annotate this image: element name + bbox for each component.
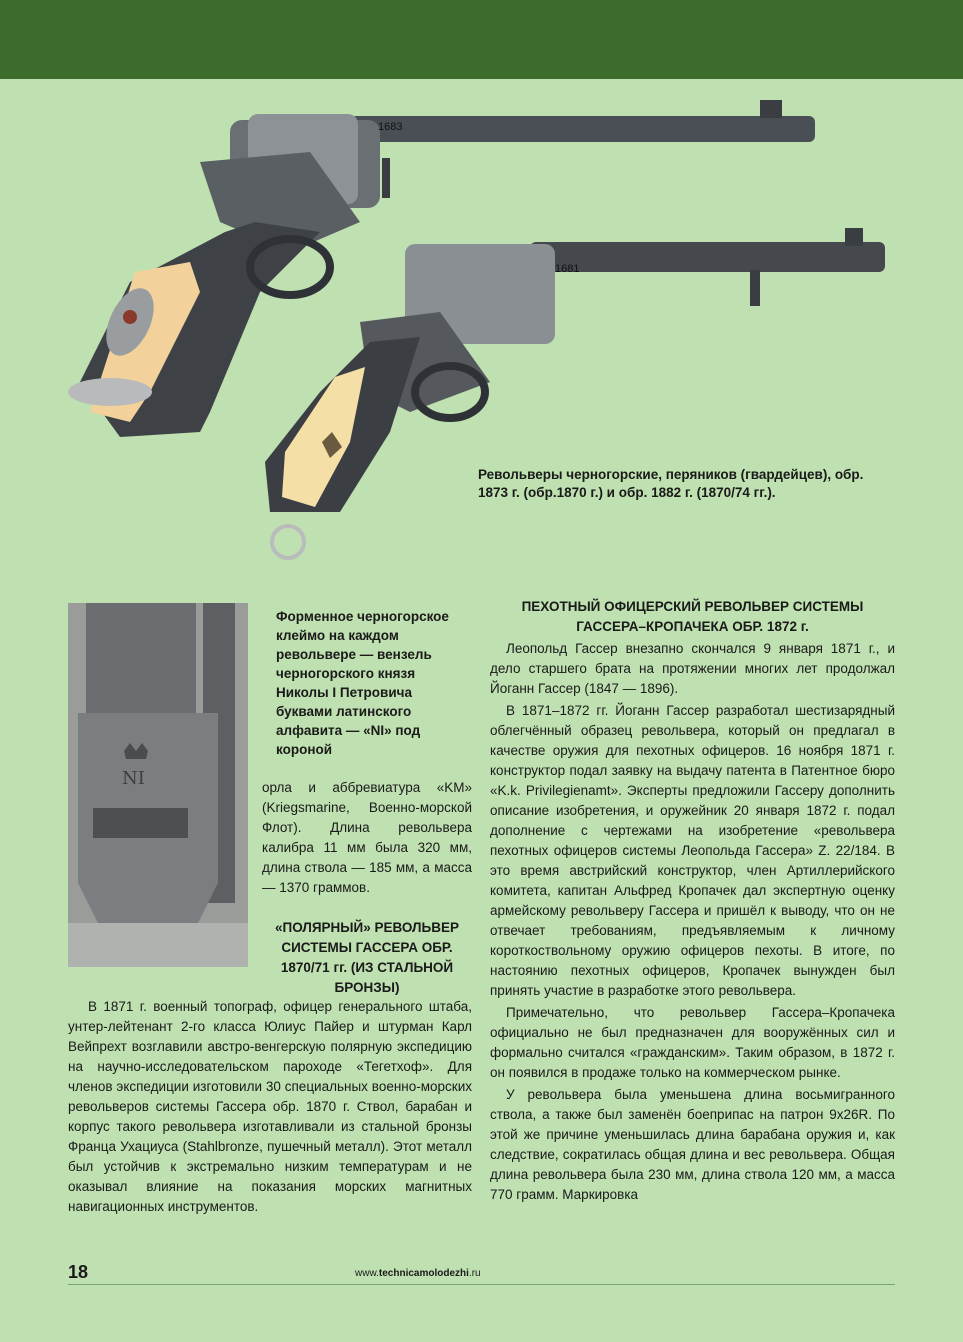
heading-infantry: ПЕХОТНЫЙ ОФИЦЕРСКИЙ РЕВОЛЬВЕР СИСТЕМЫ ГАССЕРА–КРОПАЧЕКА ОБР. 1872 г. [521,599,864,634]
right-paragraph-1: Леопольд Гассер внезапно скончался 9 января 1871 г., и дело старшего брата на протяжении многих лет продолжал Йоганн Гассер (1847 — 1896). [490,641,895,696]
svg-text:1681: 1681 [555,263,580,275]
footer-divider [68,1284,895,1285]
mid-column [262,778,472,898]
left-paragraph: В 1871 г. военный топограф, офицер генерального штаба, унтер-лейтенант 2-го класса Юлиус Пайер и штурман Карл Вейпрехт возглавили австро-венгерскую полярную экспедицию на научно-исследовательском пароходе «Тегетхоф». Для членов экспедиции изготовили 30 специальных военно-морских револьверов системы Гассера обр. 1870 г. Ствол, барабан и корпус такого револьвера изготавливали из стальной бронзы Франца Ухациуса (Stahlbronze, пушечный металл). Этот металл был устойчив к экстремально низким температурам и не оказывал влияние на показания морских магнитных навигационных инструментов. [68,999,472,1214]
right-paragraph-4: У револьвера была уменьшена длина восьмигранного ствола, а также был заменён боеприпас на патрон 9x26R. По этой же причине уменьшилась длина барабана оружия и, как следствие, сократилась общая длина и вес револьвера. Общая длина револьвера была 230 мм, длина ствола 120 мм, а масса 770 грамм. Маркировка [490,1087,895,1202]
mark-photo [68,603,248,967]
svg-text:1683: 1683 [378,121,403,133]
right-paragraph-3: Примечательно, что револьвер Гассера–Кропачека официально не был предназначен для вооружённых сил и формально считался «гражданским». Таким образом, в 1872 г. он появился в продаже только на коммерческом рынке. [490,1005,895,1080]
polar-heading-block [262,918,472,1000]
mid-paragraph: орла и аббревиатура «KM» (Kriegsmarine, Военно-морской Флот). Длина револьвера калибра 11 мм была 320 мм, длина ствола — 185 мм, а масса — 1370 граммов. [262,780,472,895]
header-band [0,0,963,79]
left-column [68,997,472,1217]
site-url[interactable]: www.technicamolodezhi.ru [355,1268,481,1279]
right-column [490,597,895,1207]
mark-letters: NI [122,768,145,789]
page-number: 18 [68,1262,89,1282]
revolvers-caption: Револьверы черногорские, перяников (гвардейцев), обр. 1873 г. (обр.1870 г.) и обр. 1882 г. (1870/74 гг.). [478,467,864,500]
right-paragraph-2: В 1871–1872 гг. Йоганн Гассер разработал шестизарядный облегчённый образец револьвера, который он предлагал в качестве оружия для пехотных офицеров. 16 ноября 1871 г. конструктор подал заявку на выдачу патента в Патентное бюро «K.k. Privilegienamt». Эксперты предложили Гассеру дополнить описание изобретения, и оружейник 20 января 1872 г. подал дополнение с чертежами на изобретение «револьвера пехотных офицеров системы Леопольда Гассера» Z. 22/184. В это время австрийский конструктор, член Артиллерийского комитета, капитан Альфред Кропачек дал экспертную оценку армейскому револьверу Гассера и пришёл к выводу, что он не отвечает требованиям, предъявляемым к личному короткоствольному оружию офицеров пехоты. В итоге, по настоянию пехотных офицеров, Кропачек вынужден был принять участие в разработке этого револьвера. [490,703,895,998]
heading-polar: «ПОЛЯРНЫЙ» РЕВОЛЬВЕР СИСТЕМЫ ГАССЕРА ОБР. 1870/71 гг. (ИЗ СТАЛЬНОЙ БРОНЗЫ) [274,920,459,995]
mark-caption: Форменное черногорское клеймо на каждом револьвере — вензель черногорского князя Николы I Петровича буквами латинского алфавита — «NI» под короной [276,609,449,757]
